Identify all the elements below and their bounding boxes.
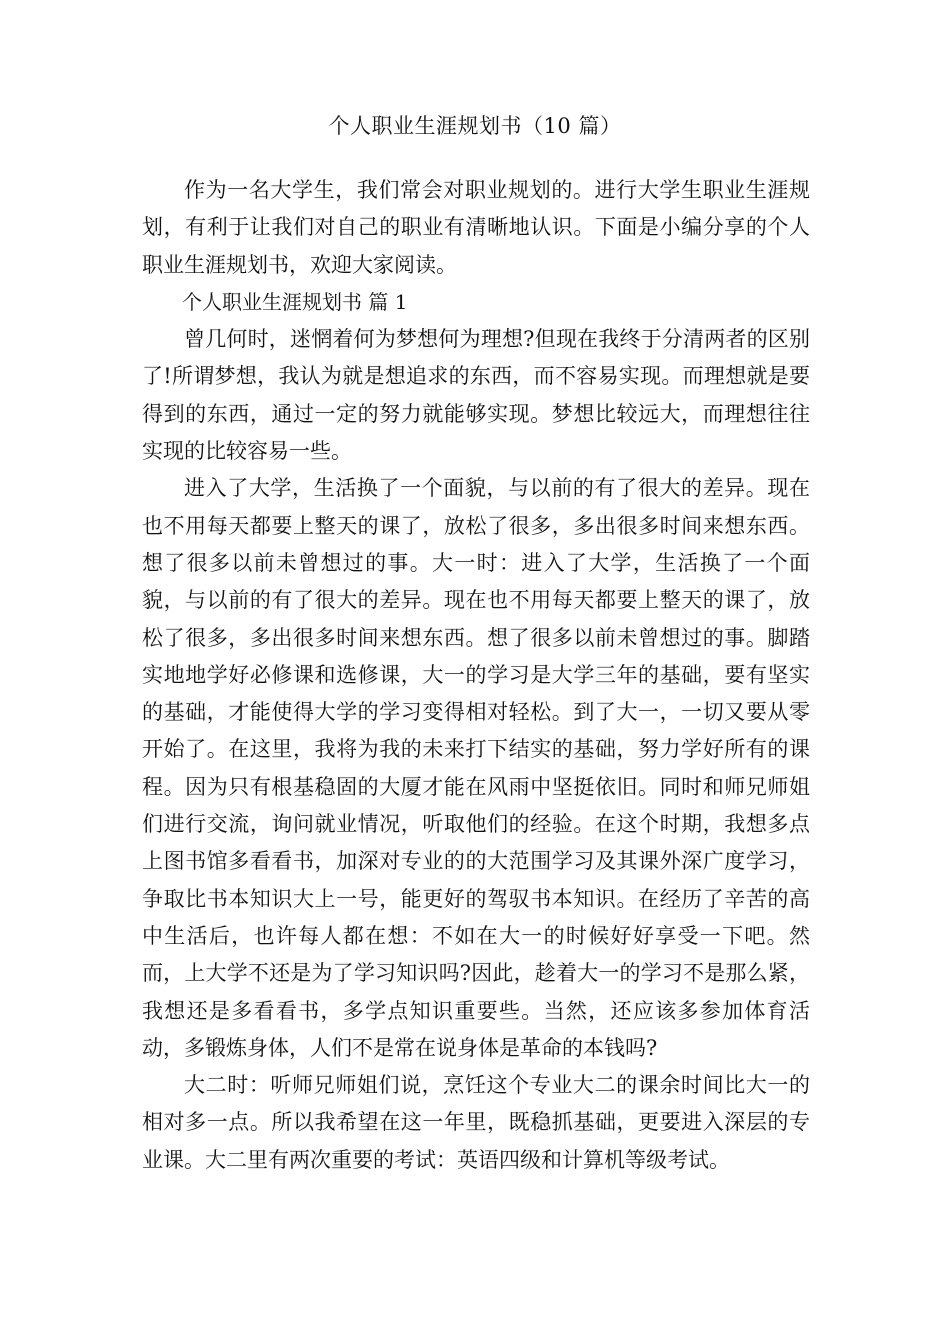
- intro-paragraph: 作为一名大学生，我们常会对职业规划的。进行大学生职业生涯规划，有利于让我们对自己的职业有清晰地认识。下面是小编分享的个人职业生涯规划书，欢迎大家阅读。: [142, 178, 810, 277]
- section-heading: 个人职业生涯规划书 篇 1: [182, 289, 408, 314]
- document-body: [142, 172, 810, 1179]
- body-paragraph: 大二时：听师兄师姐们说，烹饪这个专业大二的课余时间比大一的相对多一点。所以我希望在这一年里，既稳抓基础，更要进入深层的专业课。大二里有两次重要的考试：英语四级和计算机等级考试。: [142, 1073, 810, 1172]
- body-paragraph: 曾几何时，迷惘着何为梦想何为理想?但现在我终于分清两者的区别了!所谓梦想，我认为就是想追求的东西，而不容易实现。而理想就是要得到的东西，通过一定的努力就能够实现。梦想比较远大，而理想往往实现的比较容易一些。: [142, 327, 810, 464]
- document-title: 个人职业生涯规划书（10 篇）: [328, 114, 622, 138]
- body-paragraph: 进入了大学，生活换了一个面貌，与以前的有了很大的差异。现在也不用每天都要上整天的课了，放松了很多，多出很多时间来想东西。想了很多以前未曾想过的事。大一时：进入了大学，生活换了一个面貌，与以前的有了很大的差异。现在也不用每天都要上整天的课了，放松了很多，多出很多时间来想东西。想了很多以前未曾想过的事。脚踏实地地学好必修课和选修课，大一的学习是大学三年的基础，要有坚实的基础，才能使得大学的学习变得相对轻松。到了大一，一切又要从零开始了。在这里，我将为我的未来打下结实的基础，努力学好所有的课程。因为只有根基稳固的大厦才能在风雨中坚挺依旧。同时和师兄师姐们进行交流，询问就业情况，听取他们的经验。在这个时期，我想多点上图书馆多看看书，加深对专业的的大范围学习及其课外深广度学习，争取比书本知识大上一号，能更好的驾驭书本知识。在经历了辛苦的高中生活后，也许每人都在想：不如在大一的时候好好享受一下吧。然而，上大学不还是为了学习知识吗?因此，趁着大一的学习不是那么紧，我想还是多看看书，多学点知识重要些。当然，还应该多参加体育活动，多锻炼身体，人们不是常在说身体是革命的本钱吗?: [142, 476, 810, 1060]
